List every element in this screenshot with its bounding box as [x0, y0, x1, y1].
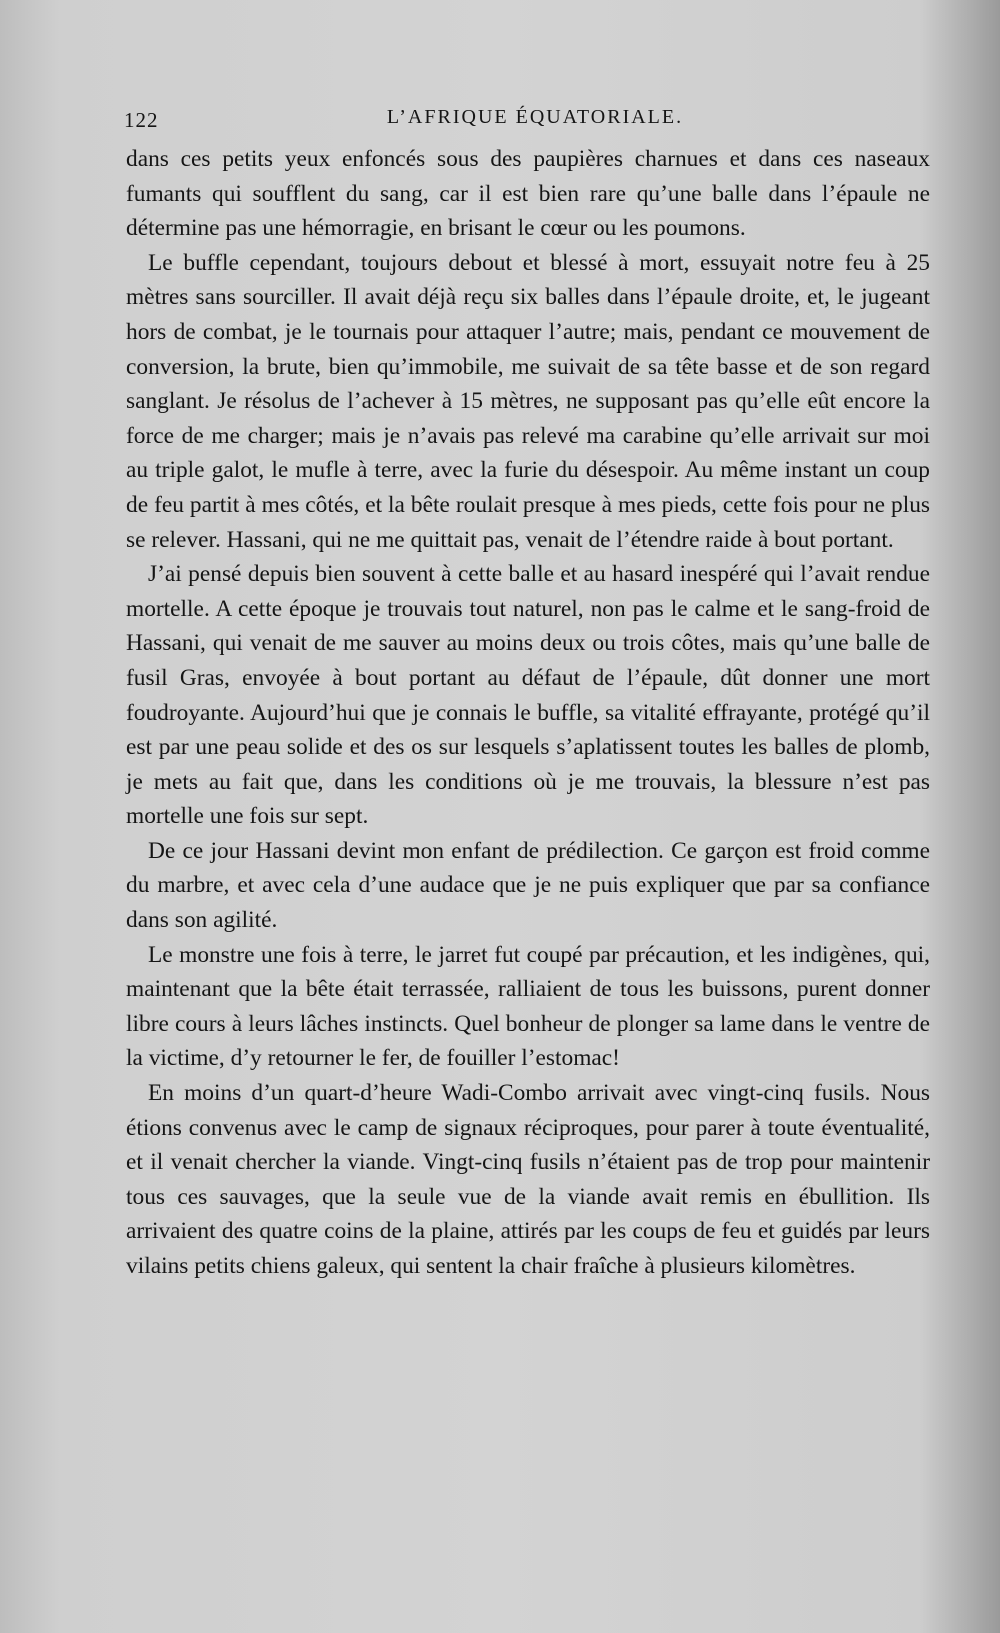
book-page — [100, 90, 930, 1570]
paragraph-1: dans ces petits yeux enfoncés sous des paupières charnues et dans ces naseaux fumants qui soufflent du sang, car il est bien rare qu’une balle dans l’épaule ne détermine pas une hémorragie, en brisant le cœur ou les poumons. — [126, 146, 930, 242]
paragraph-6: En moins d’un quart-d’heure Wadi-Combo arrivait avec vingt-cinq fusils. Nous étions convenus avec le camp de signaux réciproques, pour parer à toute éventualité, et il venait chercher la viande. Vingt-cinq fusils n’étaient pas de trop pour maintenir tous ces sauvages, que la seule vue de la viande avait remis en ébullition. Ils arrivaient des quatre coins de la plaine, attirés par les coups de feu et guidés par leurs vilains petits chiens galeux, qui sentent la chair fraîche à plusieurs kilomètres. — [126, 1080, 930, 1279]
paragraph-5: Le monstre une fois à terre, le jarret fut coupé par précaution, et les indigènes, qui, maintenant que la bête était terrassée, ralliaient de tous les buissons, purent donner libre cours à leurs lâches instincts. Quel bonheur de plonger sa lame dans le ventre de la victime, d’y retourner le fer, de fouiller l’estomac! — [126, 941, 930, 1072]
running-title: L’AFRIQUE ÉQUATORIALE. — [386, 106, 684, 128]
running-head — [100, 90, 930, 142]
paragraph-4: De ce jour Hassani devint mon enfant de prédilection. Ce garçon est froid comme du marbre, et avec cela d’une audace que je ne puis expliquer que par sa confiance dans son agilité. — [126, 837, 930, 934]
paragraph-2: Le buffle cependant, toujours debout et blessé à mort, essuyait notre feu à 25 mètres sans sourciller. Il avait déjà reçu six balles dans l’épaule droite, et, le jugeant hors de combat, je le tournais pour attaquer l’autre; mais, pendant ce mouvement de conversion, la brute, bien qu’immobile, me suivait de sa tête basse et de son regard sanglant. Je résolus de l’achever à 15 mètres, ne supposant pas qu’elle eût encore la force de me charger; mais je n’avais pas relevé ma carabine qu’elle arrivait sur moi au triple galot, le mufle à terre, avec la furie du désespoir. Au même instant un coup de feu partit à mes côtés, et la bête roulait presque à mes pieds, cette fois pour ne plus se relever. Hassani, qui ne me quittait pas, venait de l’étendre raide à bout portant. — [126, 249, 930, 553]
paragraph-3: J’ai pensé depuis bien souvent à cette balle et au hasard inespéré qui l’avait rendue mortelle. A cette époque je trouvais tout naturel, non pas le calme et le sang-froid de Hassani, qui venait de me sauver au moins deux ou trois côtes, mais qu’une balle de fusil Gras, envoyée à bout portant au défaut de l’épaule, dût donner une mort foudroyante. Aujourd’hui que je connais le buffle, sa vitalité effrayante, protégé qu’il est par une peau solide et des os sur lesquels s’aplatissent toutes les balles de plomb, je mets au fait que, dans les conditions où je me trouvais, la blessure n’est pas mortelle une fois sur sept. — [126, 561, 930, 830]
body-text — [100, 142, 930, 1284]
page-number: 122 — [124, 108, 159, 132]
